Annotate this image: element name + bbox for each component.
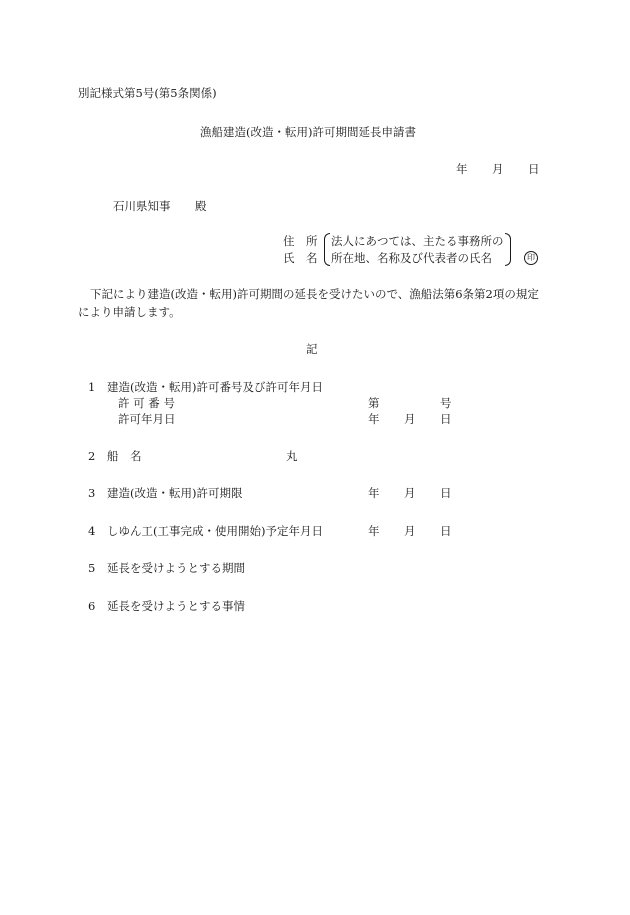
applicant-note-line-1: 法人にあつては、主たる事務所の xyxy=(331,234,504,248)
item-2-label: 船 名 xyxy=(107,449,142,463)
permit-number-label: 許 可 番 号 xyxy=(118,396,175,410)
permit-number-go: 号 xyxy=(440,396,452,410)
item-5-label: 延長を受けようとする期間 xyxy=(107,561,245,575)
item-3-day: 日 xyxy=(440,486,452,500)
right-bracket xyxy=(505,233,511,266)
date-year: 年 xyxy=(456,162,468,176)
item-3-number: 3 xyxy=(88,486,96,500)
item-4-label: しゆん工(工事完成・使用開始)予定年月日 xyxy=(107,524,323,538)
vessel-name-suffix: 丸 xyxy=(286,449,298,463)
addressee-honorific: 殿 xyxy=(195,199,207,213)
item-1-number: 1 xyxy=(88,380,96,394)
applicant-note-line-2: 所在地、名称及び代表者の氏名 xyxy=(331,251,492,265)
permit-date-day: 日 xyxy=(440,412,452,426)
left-bracket xyxy=(324,233,330,266)
name-label: 氏 名 xyxy=(283,251,318,265)
body-text-line-2: により申請します。 xyxy=(78,305,181,319)
item-3-year: 年 xyxy=(368,486,380,500)
body-text-line-1: 下記により建造(改造・転用)許可期間の延長を受けたいので、漁船法第6条第2項の規定 xyxy=(90,287,539,301)
document-title: 漁船建造(改造・転用)許可期間延長申請書 xyxy=(200,125,416,139)
seal-mark: 印 xyxy=(524,251,538,265)
item-4-day: 日 xyxy=(440,524,452,538)
item-3-label: 建造(改造・転用)許可期限 xyxy=(107,486,243,500)
item-4-month: 月 xyxy=(404,524,416,538)
permit-date-month: 月 xyxy=(404,412,416,426)
item-5-number: 5 xyxy=(88,561,96,575)
form-number: 別記様式第5号(第5条関係) xyxy=(78,86,217,100)
ki-heading: 記 xyxy=(306,342,318,356)
item-6-number: 6 xyxy=(88,599,96,613)
date-day: 日 xyxy=(528,162,540,176)
item-6-label: 延長を受けようとする事情 xyxy=(107,599,245,613)
date-month: 月 xyxy=(492,162,504,176)
item-1-label: 建造(改造・転用)許可番号及び許可年月日 xyxy=(107,380,323,394)
address-label: 住 所 xyxy=(283,234,318,248)
addressee-name: 石川県知事 xyxy=(113,199,171,213)
item-4-number: 4 xyxy=(88,524,96,538)
item-3-month: 月 xyxy=(404,486,416,500)
permit-date-year: 年 xyxy=(368,412,380,426)
item-2-number: 2 xyxy=(88,449,96,463)
permit-number-dai: 第 xyxy=(368,396,380,410)
permit-date-label: 許可年月日 xyxy=(118,412,176,426)
item-4-year: 年 xyxy=(368,524,380,538)
